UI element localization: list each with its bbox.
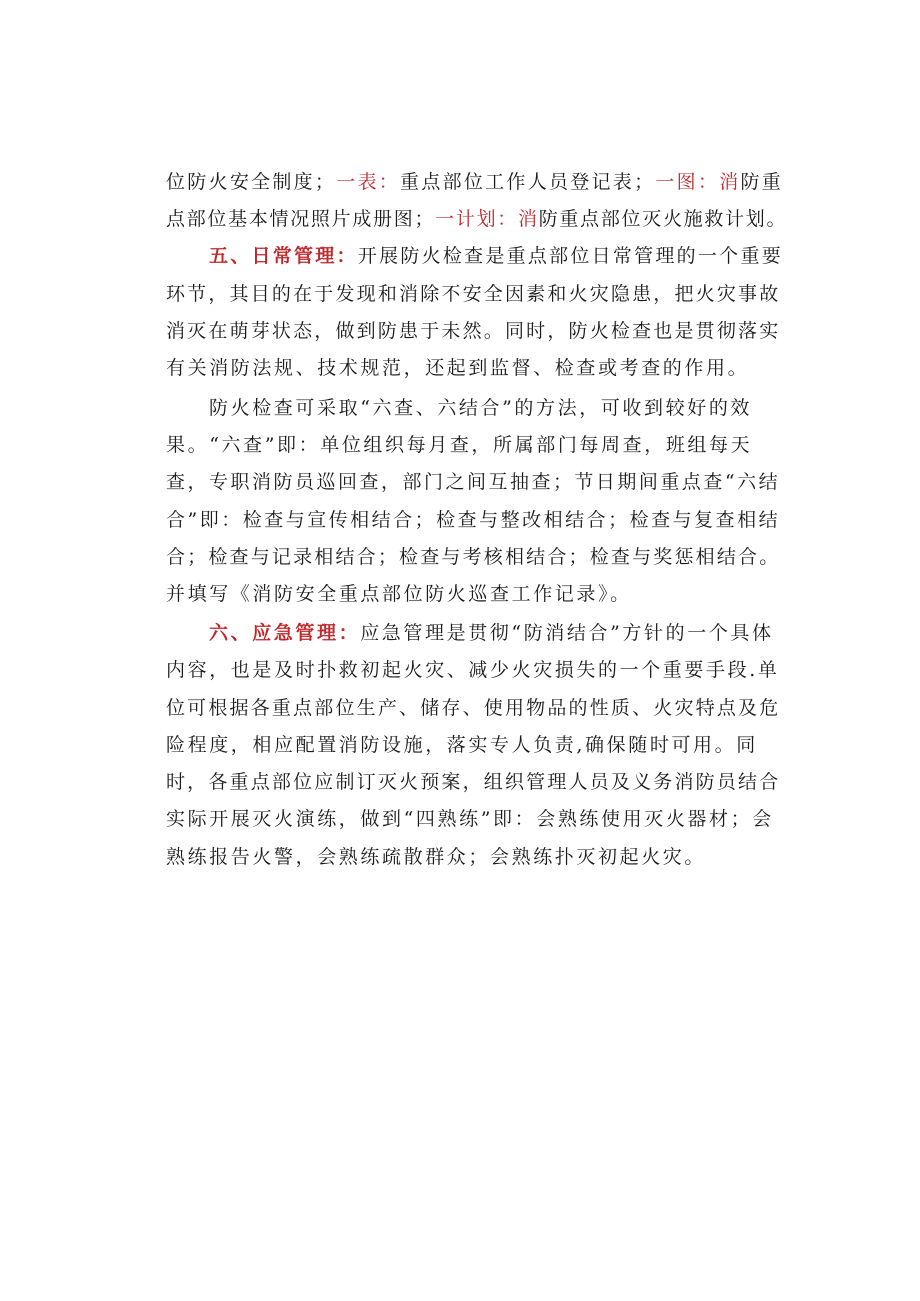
text-span: 位防火安全制度； <box>166 171 337 193</box>
text-line: 险程度，相应配置消防设施，落实专人负责,确保随时可用。同 <box>166 734 758 756</box>
text-span: 开展防火检查是重点部位日常管理的一个重要 <box>357 245 783 267</box>
text-line: 位可根据各重点部位生产、储存、使用物品的性质、火灾特点及危 <box>166 697 781 719</box>
text-line: 熟练报告火警，会熟练疏散群众；会熟练扑灭初起火灾。 <box>166 846 707 868</box>
text-span: 应急管理是贯彻“防消结合”方针的一个具体 <box>360 622 774 644</box>
text-line: 时，各重点部位应制订灭火预案，组织管理人员及义务消防员结合 <box>166 771 781 793</box>
section-five-heading: 五、日常管理： <box>209 245 358 267</box>
text-span: 防重 <box>740 171 784 193</box>
text-line: 防火检查可采取“六查、六结合”的方法，可收到较好的效 <box>209 397 753 419</box>
text-line: 内容，也是及时扑救初起火灾、减少火灾损失的一个重要手段.单 <box>166 659 780 681</box>
section-six-first-line <box>209 615 774 651</box>
text-line <box>166 201 787 237</box>
text-line: 并填写《消防安全重点部位防火巡查工作记录》。 <box>166 583 632 605</box>
label-one-map: 一图： <box>655 171 720 193</box>
text-line: 查，专职消防员巡回查，部门之间互抽查；节日期间重点查“六结 <box>166 471 781 493</box>
text-line: 有关消防法规、技术规范，还起到监督、检查或考查的作用。 <box>166 357 750 379</box>
text-span-red: 消 <box>719 171 741 193</box>
label-one-plan: 一计划： <box>435 208 518 230</box>
text-span: 防重点部位灭火施救计划。 <box>538 208 788 230</box>
text-span-red: 消 <box>518 208 539 230</box>
label-one-table: 一表： <box>336 171 401 193</box>
text-line: 合”即：检查与宣传相结合；检查与整改相结合；检查与复查相结 <box>166 509 781 531</box>
section-six-heading: 六、应急管理： <box>209 622 361 644</box>
text-span: 点部位基本情况照片成册图； <box>166 208 436 230</box>
text-line <box>166 164 783 200</box>
text-line: 合；检查与记录相结合；检查与考核相结合；检查与奖惩相结合。 <box>166 546 781 568</box>
text-span: 重点部位工作人员登记表； <box>400 171 656 193</box>
text-line: 实际开展灭火演练，做到“四熟练”即：会熟练使用灭火器材；会 <box>166 808 774 830</box>
section-five-first-line <box>209 238 783 274</box>
text-line: 果。“六查”即：单位组织每月查，所属部门每周查，班组每天 <box>166 434 753 456</box>
text-line: 消灭在萌芽状态，做到防患于未然。同时，防火检查也是贯彻落实 <box>166 320 781 342</box>
text-line: 环节，其目的在于发现和消除不安全因素和火灾隐患，把火灾事故 <box>166 283 781 305</box>
